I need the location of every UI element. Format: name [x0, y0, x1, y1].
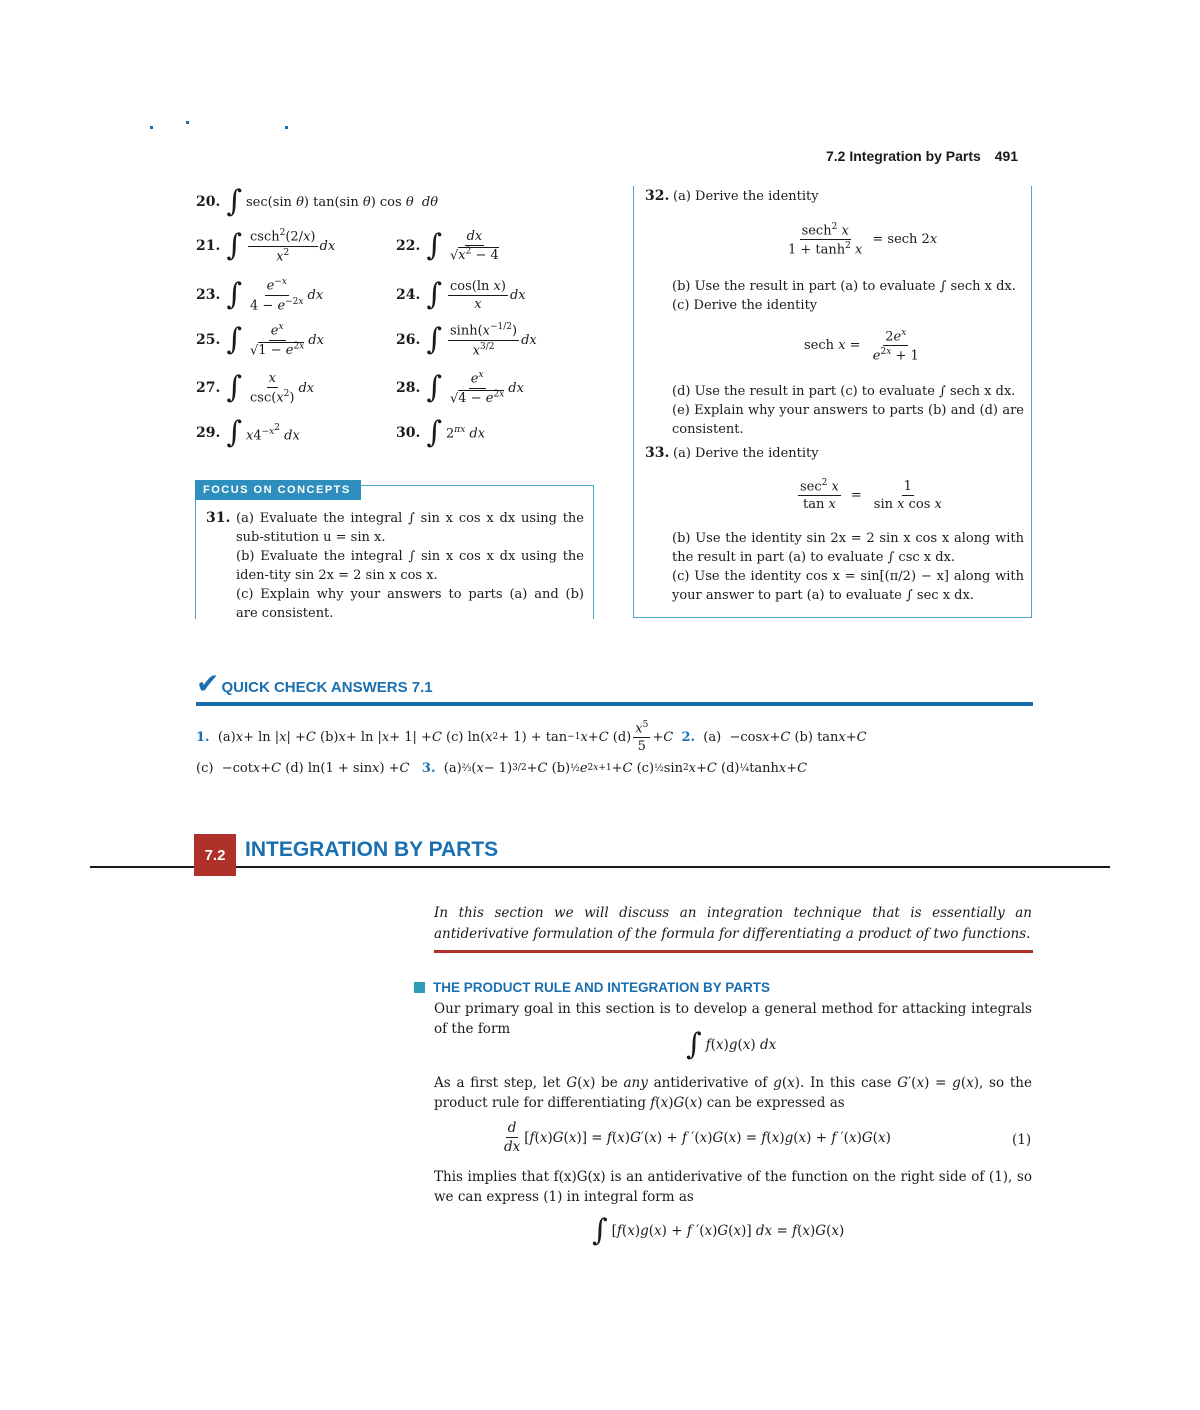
- exercise-part: (e) Explain why your answers to parts (b) and (d) are consistent.: [672, 403, 1024, 437]
- subheading-label: THE PRODUCT RULE AND INTEGRATION BY PARTS: [433, 980, 771, 995]
- exercise-number: 26.: [396, 332, 421, 348]
- fraction: $\frac{\text{cos(ln x)}}{x}$: [450, 278, 506, 312]
- exercise-part: (b) Use the result in part (a) to evaluate ∫ sech x dx.: [672, 279, 1016, 294]
- equation-body: [f(x)G(x)] = f(x)G′(x) + f ′(x)G(x) = f(x)g(x) + f ′(x)G(x): [524, 1129, 891, 1146]
- exercise-part: (c) Derive the identity: [672, 298, 818, 313]
- fraction: $\frac{2e^x}{e^{2x} + 1}$: [872, 328, 919, 364]
- subheading: [414, 980, 770, 995]
- paragraph-2: As a first step, let G(x) be any antiderivative of g(x). In this case G′(x) = g(x), so the product rule for differentiating f(x)G(x) can be expressed as: [434, 1075, 1032, 1111]
- integral-form: [586, 1213, 845, 1248]
- integral-expression: f(x)g(x) dx: [705, 1037, 777, 1053]
- exercise-number: 20.: [196, 194, 221, 210]
- integral-fg: [680, 1027, 777, 1062]
- integral-sign: ∫: [426, 415, 442, 450]
- integral-sign: ∫: [426, 277, 442, 312]
- exercise-32d: [672, 382, 1024, 439]
- integral-sign: ∫: [226, 415, 242, 450]
- running-header: [826, 148, 1018, 164]
- fraction: $\frac{e^x}{√4 - e^{2x}}$: [450, 370, 505, 406]
- integral-sign: ∫: [226, 322, 242, 357]
- exercise-24: [396, 275, 526, 315]
- exercise-number: 22.: [396, 238, 421, 254]
- exercise-number: 29.: [196, 425, 221, 441]
- fraction: $\frac{1}{\text{sin x cos x}}$: [873, 478, 942, 512]
- quick-check-answers-line-2: (c) −cot x + C (d) ln(1 + sin x ) + C 3. (a) ⅔ ( x − 1) 3/2 + C (b) ½ e 2x+1 + C (c) ½ sin 2 x + C (d) ¼ tanh x + C: [196, 760, 808, 776]
- exercise-number: 30.: [396, 425, 421, 441]
- quick-check-rule: [196, 702, 1033, 706]
- quick-check-heading: [196, 667, 433, 700]
- fraction: $\frac{x}{\csc(x^2)}$: [250, 370, 295, 406]
- exercise-26: [396, 318, 537, 362]
- fraction: $\frac{x^5}{5}$: [635, 719, 649, 755]
- integral-sign: ∫: [226, 370, 242, 405]
- exercise-number: 24.: [396, 287, 421, 303]
- exercise-part: (a) Derive the identity: [673, 189, 819, 204]
- exercise-number: 33.: [645, 445, 670, 461]
- exercise-part: (b) Evaluate the integral ∫ sin x cos x dx using the iden-tity sin 2x = 2 sin x cos x.: [236, 549, 584, 583]
- integral-sign: ∫: [226, 228, 242, 263]
- section-intro: In this section we will discuss an integration technique that is essentially an antiderivative formulation of the formula for differentiating a product of two functions.: [434, 905, 1032, 942]
- integral-sign: ∫: [226, 277, 242, 312]
- fraction: $\frac{d}{dx}$: [504, 1120, 521, 1155]
- exercise-22: [396, 226, 503, 266]
- integral-sign: ∫: [592, 1213, 608, 1248]
- differential: dx: [508, 380, 524, 396]
- intro-rule: [434, 950, 1033, 953]
- exercise-expression: sec(sin θ) tan(sin θ) cos θ dθ: [246, 194, 439, 210]
- exercise-30: [396, 416, 485, 450]
- exercise-number: 27.: [196, 380, 221, 396]
- focus-banner-label: FOCUS ON CONCEPTS: [203, 484, 351, 496]
- differential: dx: [307, 287, 324, 303]
- exercise-part: (c) Use the identity cos x = sin[(π/2) − x] along with your answer to part (a) to evaluate ∫ sec x dx.: [672, 569, 1024, 603]
- differential: dx: [308, 332, 324, 348]
- header-page-number: 491: [994, 148, 1019, 164]
- decor-dot: [186, 121, 189, 124]
- equals-sign: =: [850, 487, 862, 503]
- integral-sign: ∫: [426, 370, 442, 405]
- section-rule: [90, 866, 1110, 868]
- paragraph-3: This implies that f(x)G(x) is an antiderivative of the function on the right side of (1), so we can express (1) in integral form as: [434, 1169, 1032, 1205]
- exercise-number: 23.: [196, 287, 221, 303]
- equation-label: (1): [1012, 1132, 1032, 1148]
- fraction: $\frac{\sec h^2 x}{1 + \tanh^2 x}$: [788, 222, 863, 258]
- exercise-expression: $2^{\pi x}$ dx: [446, 424, 486, 442]
- exercise-29: [196, 416, 300, 450]
- quick-check-title: QUICK CHECK ANSWERS 7.1: [221, 679, 433, 696]
- exercise-33: [645, 444, 1023, 463]
- exercise-25: [196, 318, 324, 362]
- integral-sign: ∫: [426, 322, 442, 357]
- subheading-square-icon: [414, 982, 425, 993]
- differential: dx: [521, 332, 537, 348]
- fraction: $\frac{e^x}{√1 - e^{2x}}$: [250, 322, 305, 358]
- quick-check-answers-line-1: 1. (a) x + ln | x | + C (b) x + ln | x + 1| + C (c) ln( x 2 + 1) + tan −1 x + C (d) $\frac{x^5}{5}$ + C 2. (a) −cos x + C (b) tan x + C: [196, 719, 867, 755]
- fraction: $\frac{\csc h^2(2/x)}{x^2}$: [250, 228, 316, 264]
- focus-box-top-line: [360, 485, 594, 486]
- identity-sech2: [784, 222, 937, 258]
- fraction: $\frac{\sinh(x^{-1/2})}{x^{3/2}}$: [450, 322, 518, 358]
- section-number-badge: [194, 834, 236, 876]
- identity-sech: [804, 328, 923, 364]
- right-box-left-line: [633, 186, 634, 618]
- focus-banner: [195, 480, 361, 500]
- section-number: 7.2: [204, 846, 226, 864]
- identity-rhs: = sech 2x: [872, 232, 938, 248]
- check-icon: ✔: [196, 667, 220, 700]
- exercise-23: [196, 275, 323, 315]
- paragraph-1: Our primary goal in this section is to develop a general method for attacking integrals of the form: [434, 1001, 1032, 1037]
- differential: dx: [298, 380, 315, 396]
- exercise-number: 31.: [206, 510, 231, 526]
- differential: dx: [509, 287, 526, 303]
- header-section-title: 7.2 Integration by Parts: [826, 148, 981, 164]
- focus-box-right-line: [593, 485, 594, 619]
- exercise-32: [645, 187, 1023, 206]
- integral-sign: ∫: [686, 1027, 702, 1062]
- right-box-right-line: [1031, 186, 1032, 618]
- section-title: INTEGRATION BY PARTS: [245, 838, 499, 861]
- exercise-number: 32.: [645, 188, 670, 204]
- differential: dx: [319, 238, 336, 254]
- exercise-number: 28.: [396, 380, 421, 396]
- fraction: $\frac{\sec^2 x}{\text{tan x}}$: [800, 478, 839, 513]
- exercise-expression: $x4^{-x^2}$ dx: [246, 422, 300, 444]
- decor-dot: [150, 126, 153, 129]
- integral-sign: ∫: [226, 184, 242, 219]
- exercise-20: [196, 186, 438, 218]
- integral-sign: ∫: [426, 228, 442, 263]
- exercise-32b: [672, 277, 1024, 315]
- identity-lhs: sech x =: [804, 338, 869, 354]
- exercise-part: (b) Use the identity sin 2x = 2 sin x cos x along with the result in part (a) to evaluate ∫ csc x dx.: [672, 531, 1024, 565]
- exercise-27: [196, 366, 314, 410]
- fraction: $\frac{e^{-x}}{4 - e^{-2x}}$: [250, 277, 304, 313]
- exercise-part: (a) Derive the identity: [673, 446, 819, 461]
- exercise-28: [396, 366, 524, 410]
- exercise-33b: [672, 529, 1024, 605]
- focus-box-left-line: [195, 500, 196, 619]
- identity-sec2: [796, 478, 946, 512]
- exercise-number: 21.: [196, 238, 221, 254]
- exercise-part: (a) Evaluate the integral ∫ sin x cos x dx using the sub-stitution u = sin x.: [236, 511, 584, 545]
- exercise-31: [206, 509, 584, 623]
- right-box-bottom-line: [633, 617, 1032, 618]
- exercise-part: (c) Explain why your answers to parts (a) and (b) are consistent.: [236, 587, 584, 621]
- exercise-number: 25.: [196, 332, 221, 348]
- exercise-21: [196, 226, 335, 266]
- fraction: $\frac{dx}{√x^2 - 4}$: [450, 228, 499, 264]
- decor-dot: [285, 126, 288, 129]
- exercise-part: (d) Use the result in part (c) to evaluate ∫ sech x dx.: [672, 384, 1016, 399]
- equation-1: [500, 1120, 891, 1155]
- integral-expression: [f(x)g(x) + f ′(x)G(x)] dx = f(x)G(x): [611, 1223, 845, 1239]
